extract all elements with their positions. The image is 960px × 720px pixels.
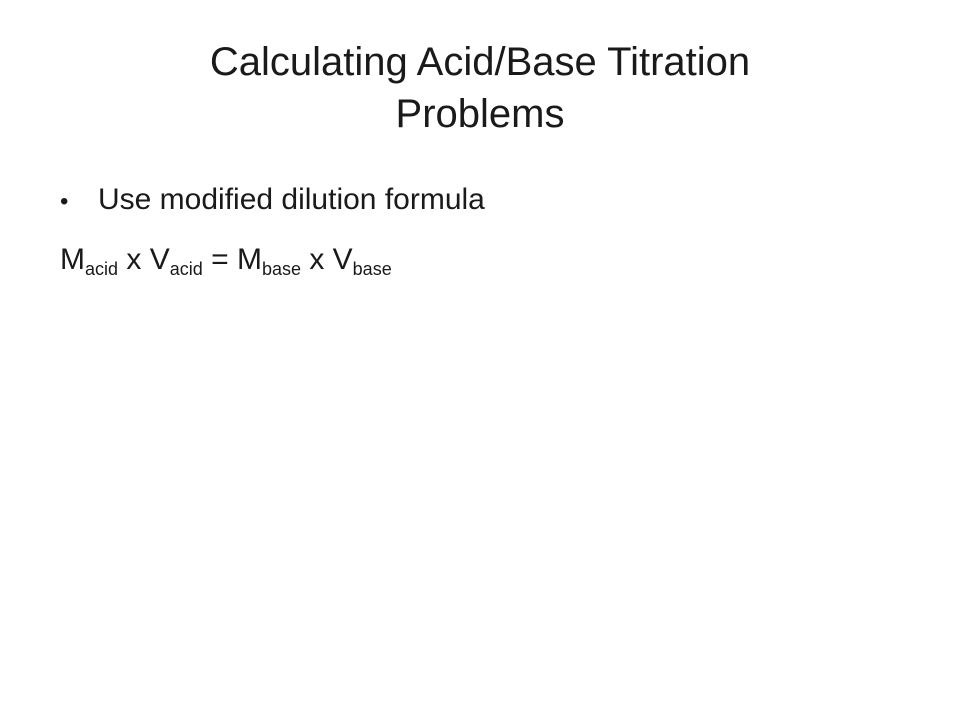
formula-sub-base-1: base: [261, 259, 301, 279]
formula-sub-base-2: base: [352, 259, 392, 279]
formula-x-v-base: x V: [300, 243, 353, 276]
bullet-text: Use modified dilution formula: [98, 183, 485, 216]
formula-x-v-acid: x V: [118, 243, 170, 276]
slide-title-line-1: Calculating Acid/Base Titration: [209, 40, 751, 84]
titration-formula: [60, 238, 920, 282]
slide-title-line-2: Problems: [395, 92, 565, 136]
formula-sub-acid-1: acid: [85, 259, 119, 279]
formula-equals-m-base: = M: [202, 243, 262, 276]
slide-body: [60, 178, 920, 282]
formula-m-acid: M: [60, 243, 85, 276]
formula-sub-acid-2: acid: [169, 259, 203, 279]
bullet-item: [60, 178, 920, 224]
slide-title: [60, 36, 900, 140]
bullet-icon: •: [60, 188, 69, 215]
